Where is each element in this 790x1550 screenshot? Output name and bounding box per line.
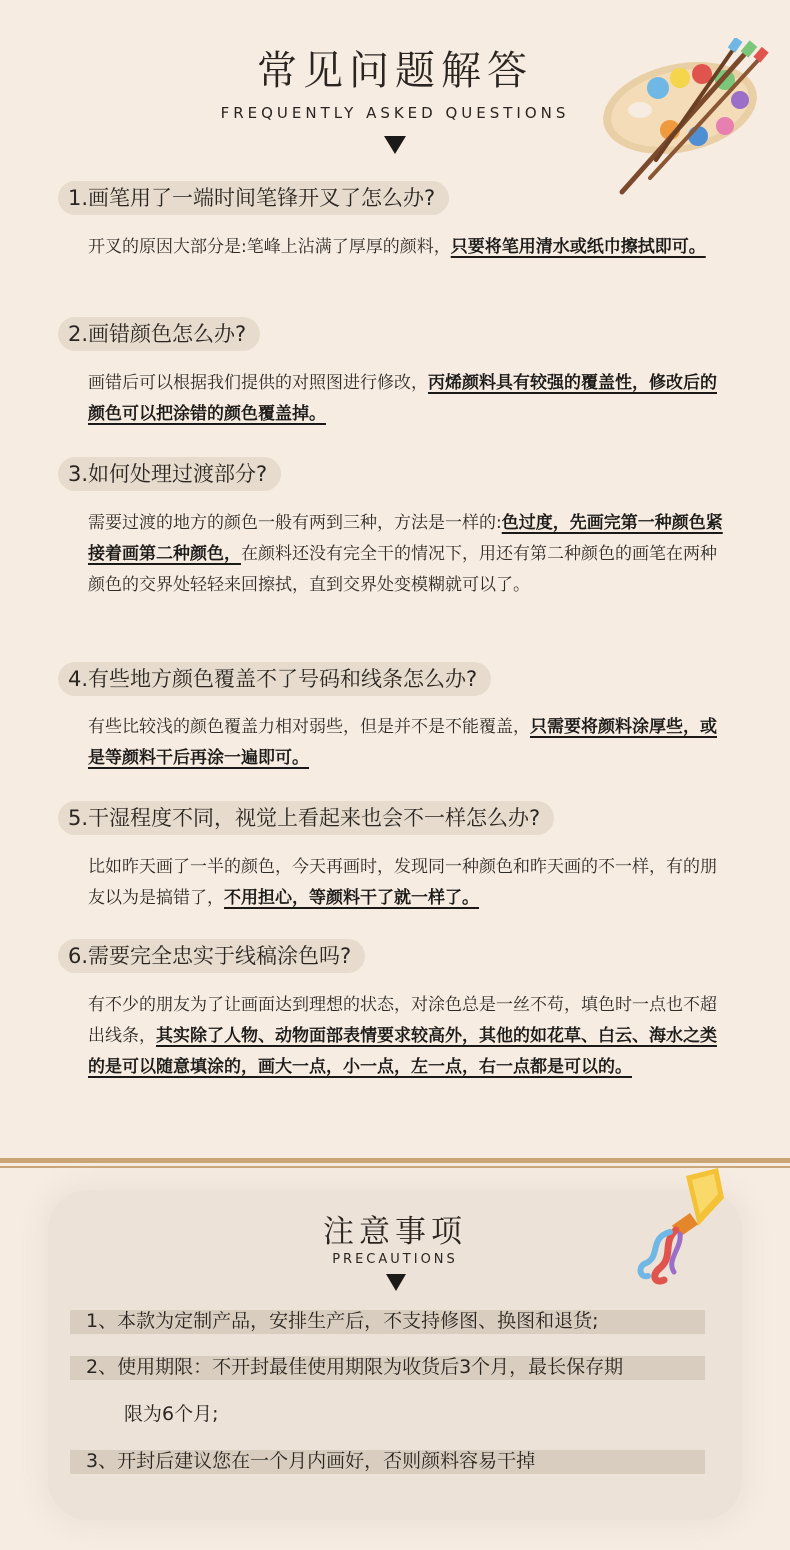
faq-answer-2: 画错后可以根据我们提供的对照图进行修改，丙烯颜料具有较强的覆盖性，修改后的颜色可以把涂错的颜色覆盖掉。 (88, 373, 717, 424)
faq-answer-4: 有些比较浅的颜色覆盖力相对弱些，但是并不是不能覆盖，只需要将颜料涂厚些，或是等颜料干后再涂一遍即可。 (88, 717, 717, 768)
faq-question-4: 4.有些地方颜色覆盖不了号码和线条怎么办? (58, 662, 491, 696)
precaution-item-2-cont: 限为6个月; (124, 1403, 219, 1425)
faq-question-3: 3.如何处理过渡部分? (58, 457, 281, 491)
faq-question-6: 6.需要完全忠实于线稿涂色吗? (58, 939, 365, 973)
precautions-subtitle: PRECAUTIONS (332, 1252, 458, 1267)
faq-answer-1: 开叉的原因大部分是:笔峰上沾满了厚厚的颜料，只要将笔用清水或纸巾擦拭即可。 (88, 237, 706, 257)
paint-palette-icon (600, 38, 770, 198)
faq-answer-5: 比如昨天画了一半的颜色，今天再画时，发现同一种颜色和昨天画的不一样，有的朋友以为是搞错了，不用担心，等颜料干了就一样了。 (88, 857, 717, 908)
precaution-item-1: 1、本款为定制产品，安排生产后，不支持修图、换图和退货; (86, 1310, 599, 1332)
faq-question-1: 1.画笔用了一端时间笔锋开叉了怎么办? (58, 181, 449, 215)
precaution-item-3: 3、开封后建议您在一个月内画好，否则颜料容易干掉 (86, 1450, 536, 1472)
faq-question-2: 2.画错颜色怎么办? (58, 317, 260, 351)
down-arrow-icon (384, 136, 406, 154)
faq-answer-6: 有不少的朋友为了让画面达到理想的状态，对涂色总是一丝不苟，填色时一点也不超出线条，其实除了人物、动物面部表情要求较高外，其他的如花草、白云、海水之类的是可以随意填涂的，画大一点，小一点，左一点，右一点都是可以的。 (88, 995, 717, 1077)
down-arrow-icon (386, 1274, 406, 1291)
faq-answer-3: 需要过渡的地方的颜色一般有两到三种，方法是一样的:色过度，先画完第一种颜色紧接着画第二种颜色，在颜料还没有完全干的情况下，用还有第二种颜色的画笔在两种颜色的交界处轻轻来回擦拭，直到交界处变模糊就可以了。 (88, 513, 723, 595)
section-divider (0, 1158, 790, 1163)
faq-question-5: 5.干湿程度不同，视觉上看起来也会不一样怎么办? (58, 801, 554, 835)
precautions-title: 注意事项 (323, 1214, 467, 1250)
faq-subtitle: FREQUENTLY ASKED QUESTIONS (220, 104, 570, 122)
faq-title: 常见问题解答 (257, 48, 533, 94)
precaution-item-2: 2、使用期限：不开封最佳使用期限为收货后3个月，最长保存期 (86, 1356, 624, 1378)
